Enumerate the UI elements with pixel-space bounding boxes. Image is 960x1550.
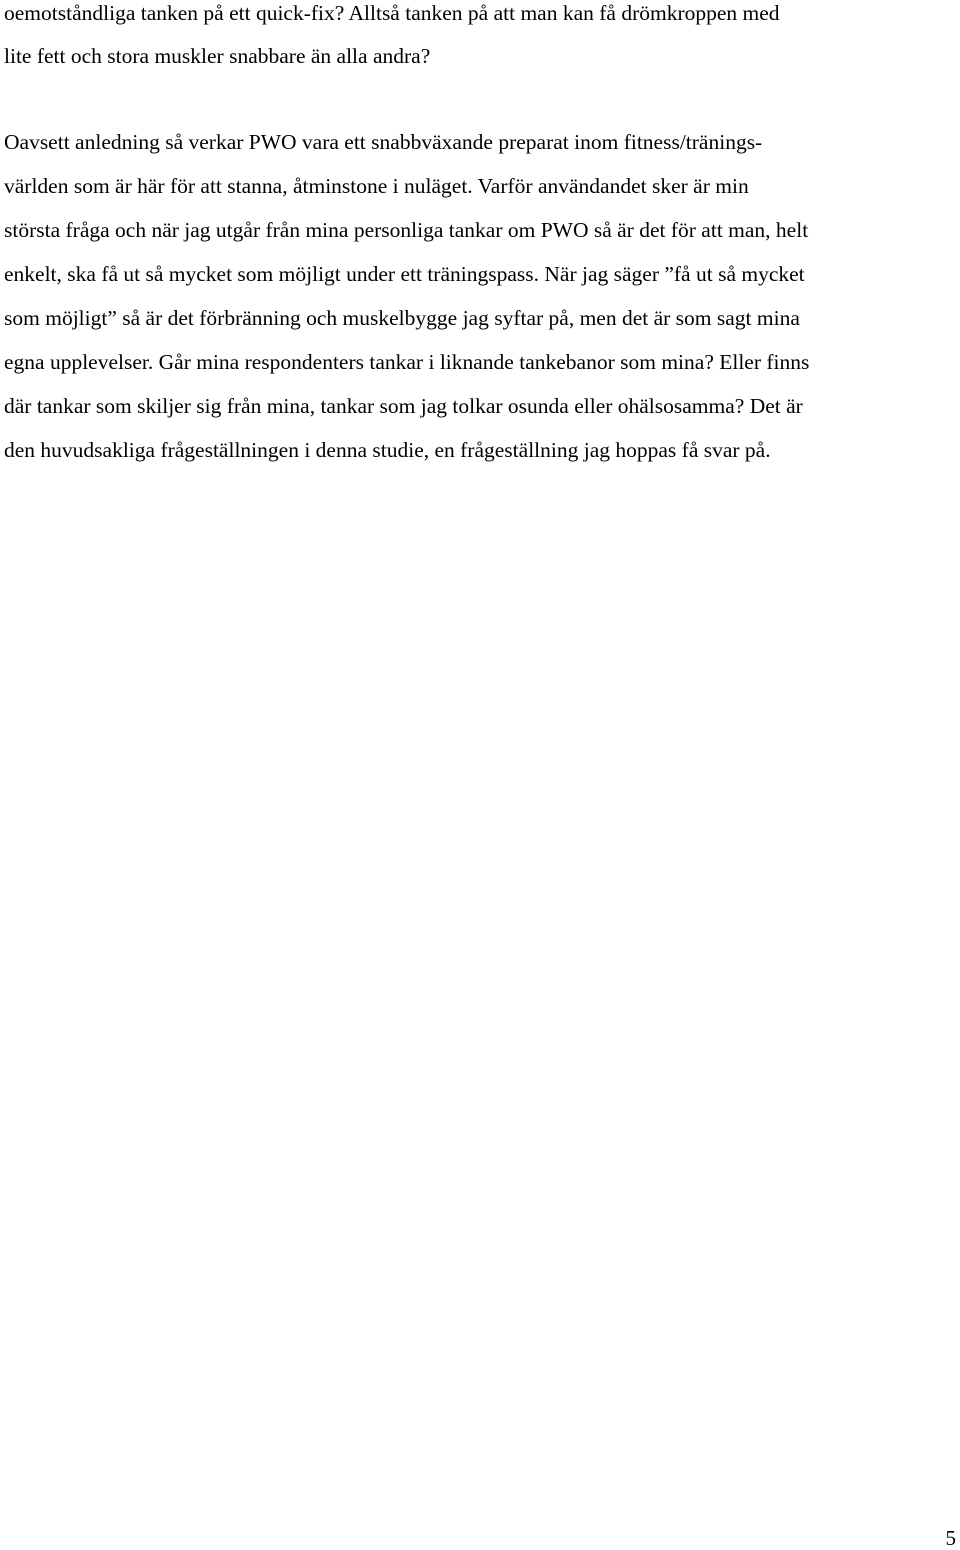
text-line: största fråga och när jag utgår från mina personliga tankar om PWO så är det för att man, helt [4,218,809,242]
text-line: världen som är här för att stanna, åtminstone i nuläget. Varför användandet sker är min [4,174,749,198]
text-line: som möjligt” så är det förbränning och muskelbygge jag syftar på, men det är som sagt mina [4,306,800,330]
text-line: oemotståndliga tanken på ett quick-fix? Alltså tanken på att man kan få drömkroppen med [4,1,780,25]
text-line: egna upplevelser. Går mina respondenters tankar i liknande tankebanor som mina? Eller finns [4,350,810,374]
text-line: Oavsett anledning så verkar PWO vara ett snabbväxande preparat inom fitness/tränings- [4,130,763,154]
text-line: där tankar som skiljer sig från mina, tankar som jag tolkar osunda eller ohälsosamma? Det är [4,394,803,418]
page-number: 5 [945,1526,956,1550]
text-line: den huvudsakliga frågeställningen i denna studie, en frågeställning jag hoppas få svar på. [4,438,771,462]
text-line: lite fett och stora muskler snabbare än alla andra? [4,44,431,68]
text-line: enkelt, ska få ut så mycket som möjligt under ett träningspass. När jag säger ”få ut så mycket [4,262,805,286]
